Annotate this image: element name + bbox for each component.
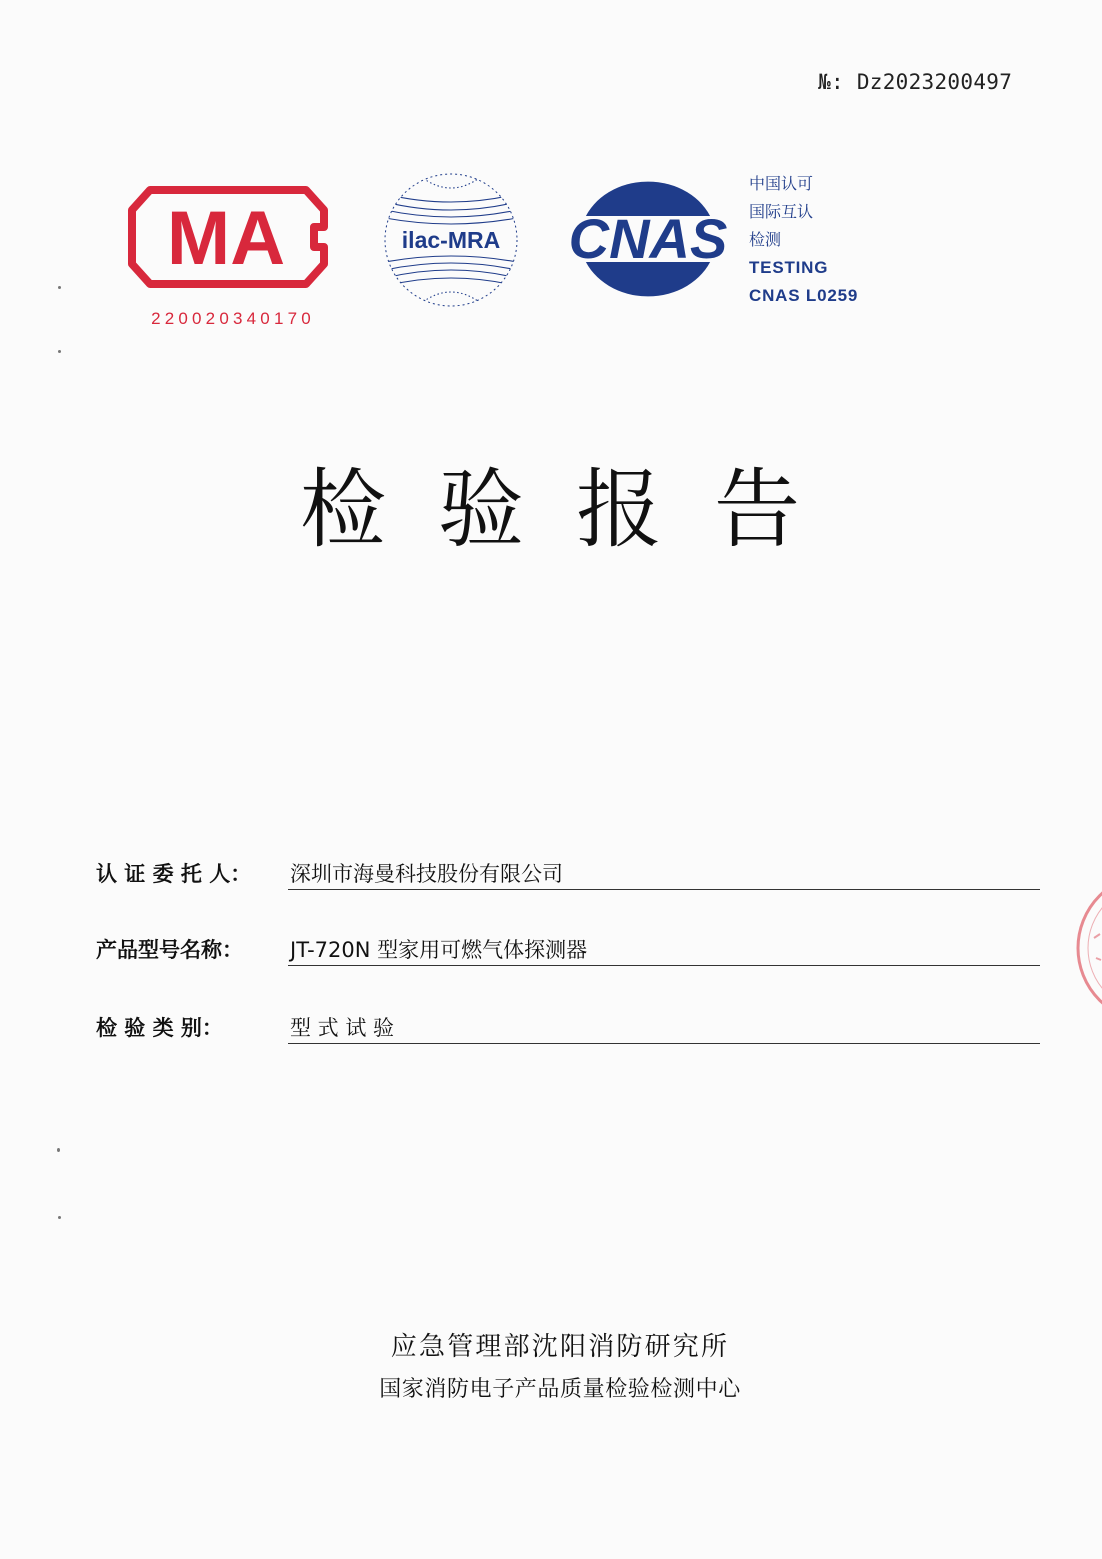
field-label: 认 证 委 托 人： <box>96 862 252 886</box>
cnas-accreditation-text <box>749 170 919 310</box>
issuer-center: 国家消防电子产品质量检验检测中心 <box>379 1377 741 1402</box>
field-value: 型 式 试 验 <box>290 1016 395 1040</box>
scan-speck <box>58 1216 61 1219</box>
field-underline <box>288 965 1040 966</box>
cnas-logo <box>562 176 734 300</box>
field-label: 检 验 类 别： <box>96 1016 223 1040</box>
scan-speck <box>58 350 61 353</box>
field-row-test-type <box>96 1010 1040 1044</box>
seal-stamp-icon <box>1072 868 1102 1028</box>
cnas-cn-line: 检测 <box>749 230 782 249</box>
cnas-emblem-icon <box>562 176 734 300</box>
ilac-globe-icon <box>380 170 522 310</box>
cnas-en-line: CNAS L0259 <box>749 286 859 305</box>
field-value: JT-720N 型家用可燃气体探测器 <box>290 938 588 962</box>
cnas-en-line: TESTING <box>749 258 829 277</box>
cma-letters: MA <box>166 196 286 281</box>
cma-mark-icon <box>128 182 328 292</box>
scan-speck <box>58 286 61 289</box>
field-row-product <box>96 932 1040 966</box>
cnas-letters: CNAS <box>568 207 728 270</box>
cma-logo <box>128 182 328 334</box>
scan-speck <box>57 1148 60 1152</box>
field-value: 深圳市海曼科技股份有限公司 <box>290 862 563 886</box>
field-label: 产品型号名称： <box>96 938 243 962</box>
field-underline <box>288 1043 1040 1044</box>
ilac-text: ilac-MRA <box>401 227 501 253</box>
cnas-cn-line: 中国认可 <box>749 174 814 193</box>
cma-number: 220020340170 <box>151 309 315 328</box>
field-underline <box>288 889 1040 890</box>
report-number: №: Dz2023200497 <box>818 70 1013 94</box>
issuer-name: 应急管理部沈阳消防研究所 <box>390 1332 730 1362</box>
field-row-client <box>96 856 1040 890</box>
ilac-mra-logo <box>380 170 522 310</box>
document-title: 检验报告 <box>300 460 852 560</box>
cnas-cn-line: 国际互认 <box>749 202 814 221</box>
